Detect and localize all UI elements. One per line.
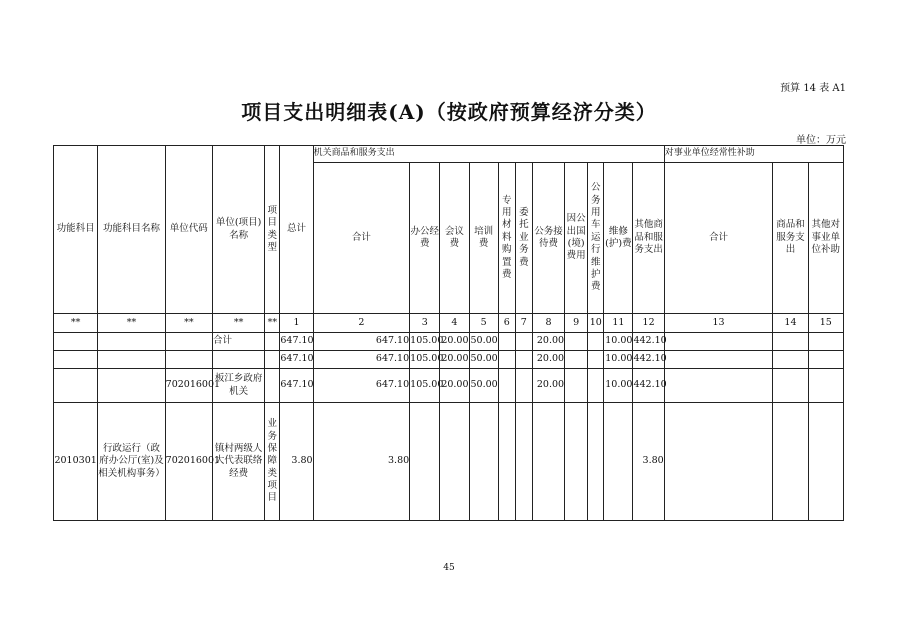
cell-func-subject: 2010301 [54,403,98,521]
cell-meeting: 20.00 [440,333,469,351]
index-cell: 2 [313,314,410,333]
unit-label: 单位：万元 [796,135,846,146]
cell-func-subject [54,369,98,403]
col-total: 总计 [280,146,313,314]
col-unit-name: 单位(项目)名称 [212,146,264,314]
cell-reception: 20.00 [532,369,564,403]
col-goods-subsidy: 商品和服务支出 [773,163,808,314]
cell-project-type [265,369,280,403]
cell-total: 647.10 [280,351,313,369]
page-title: 项目支出明细表(A)（按政府预算经济分类） [241,100,657,124]
cell-abroad [565,369,588,403]
col-other-subsidy: 其他对事业单位补助 [808,163,843,314]
cell-subtotal: 3.80 [313,403,410,521]
group-goods-services: 机关商品和服务支出 [313,146,664,163]
cell-func-name [98,333,165,351]
cell-vehicle [588,369,604,403]
cell-subtotal: 647.10 [313,333,410,351]
cell-other-subsidy [808,369,843,403]
cell-goods-subsidy [773,333,808,351]
cell-other-goods: 3.80 [633,403,664,521]
cell-reception: 20.00 [532,333,564,351]
cell-project-type: 业务保障类项目 [265,403,280,521]
cell-entrust [515,403,532,521]
budget-table [53,145,844,521]
cell-reception: 20.00 [532,351,564,369]
cell-office: 105.00 [410,333,440,351]
cell-unit-name: 板江乡政府机关 [212,369,264,403]
index-cell: 7 [515,314,532,333]
col-reception: 公务接待费 [532,163,564,314]
cell-func-subject [54,351,98,369]
table-row [54,369,844,403]
index-cell: 13 [664,314,773,333]
table-row [54,351,844,369]
cell-entrust [515,369,532,403]
cell-goods-subsidy [773,351,808,369]
table-code: 预算 14 表 A1 [780,83,846,94]
cell-office [410,403,440,521]
index-cell: ** [98,314,165,333]
col-func-subject-name: 功能科目名称 [98,146,165,314]
col-other-goods: 其他商品和服务支出 [633,163,664,314]
cell-total: 647.10 [280,369,313,403]
cell-entrust [515,351,532,369]
cell-office: 105.00 [410,351,440,369]
cell-other-subsidy [808,333,843,351]
index-cell: 4 [440,314,469,333]
cell-training [469,403,498,521]
cell-subsidy-total [664,369,773,403]
cell-materials [498,351,515,369]
cell-training: 50.00 [469,333,498,351]
index-cell: 11 [604,314,633,333]
index-row [54,314,844,333]
cell-unit-code: 702016001 [165,403,212,521]
cell-unit-name: 合计 [212,333,264,351]
cell-subsidy-total [664,351,773,369]
cell-subsidy-total [664,333,773,351]
cell-func-name: 行政运行（政府办公厅(室)及相关机构事务） [98,403,165,521]
col-func-subject: 功能科目 [54,146,98,314]
cell-meeting: 20.00 [440,351,469,369]
cell-repair: 10.00 [604,369,633,403]
cell-repair: 10.00 [604,351,633,369]
index-cell: ** [165,314,212,333]
cell-other-goods: 442.10 [633,333,664,351]
cell-total: 647.10 [280,333,313,351]
cell-materials [498,333,515,351]
col-entrust: 委托业务费 [515,163,532,314]
cell-other-goods: 442.10 [633,369,664,403]
index-cell: 5 [469,314,498,333]
cell-training: 50.00 [469,351,498,369]
cell-materials [498,403,515,521]
cell-func-name [98,369,165,403]
index-cell: ** [212,314,264,333]
cell-other-subsidy [808,351,843,369]
cell-repair: 10.00 [604,333,633,351]
col-office: 办公经费 [410,163,440,314]
cell-other-subsidy [808,403,843,521]
index-cell: 8 [532,314,564,333]
col-unit-code: 单位代码 [165,146,212,314]
table-row [54,333,844,351]
cell-func-subject [54,333,98,351]
col-repair: 维修(护)费 [604,163,633,314]
cell-unit-code [165,351,212,369]
col-subsidy-total: 合计 [664,163,773,314]
col-project-type: 项目类型 [265,146,280,314]
index-cell: ** [54,314,98,333]
cell-reception [532,403,564,521]
cell-goods-subsidy [773,369,808,403]
cell-project-type [265,333,280,351]
cell-project-type [265,351,280,369]
cell-office: 105.00 [410,369,440,403]
index-cell: 1 [280,314,313,333]
cell-unit-code [165,333,212,351]
cell-subsidy-total [664,403,773,521]
cell-subtotal: 647.10 [313,351,410,369]
index-cell: 12 [633,314,664,333]
cell-func-name [98,351,165,369]
cell-vehicle [588,333,604,351]
col-abroad: 因公出国(境)费用 [565,163,588,314]
cell-goods-subsidy [773,403,808,521]
cell-training: 50.00 [469,369,498,403]
cell-repair [604,403,633,521]
cell-entrust [515,333,532,351]
index-cell: 3 [410,314,440,333]
group-subsidy: 对事业单位经常性补助 [664,146,843,163]
cell-materials [498,369,515,403]
index-cell: 6 [498,314,515,333]
index-cell: 10 [588,314,604,333]
page-number: 45 [443,563,455,573]
table-row [54,403,844,521]
cell-abroad [565,403,588,521]
cell-unit-code: 702016001 [165,369,212,403]
col-training: 培训费 [469,163,498,314]
col-subtotal: 合计 [313,163,410,314]
cell-unit-name: 镇村两级人大代表联络经费 [212,403,264,521]
cell-vehicle [588,351,604,369]
col-vehicle: 公务用车运行维护费 [588,163,604,314]
cell-vehicle [588,403,604,521]
cell-other-goods: 442.10 [633,351,664,369]
cell-total: 3.80 [280,403,313,521]
index-cell: 9 [565,314,588,333]
index-cell: 14 [773,314,808,333]
index-cell: 15 [808,314,843,333]
cell-meeting: 20.00 [440,369,469,403]
cell-subtotal: 647.10 [313,369,410,403]
cell-meeting [440,403,469,521]
col-materials: 专用材料购置费 [498,163,515,314]
cell-unit-name [212,351,264,369]
col-meeting: 会议费 [440,163,469,314]
cell-abroad [565,333,588,351]
index-cell: ** [265,314,280,333]
cell-abroad [565,351,588,369]
